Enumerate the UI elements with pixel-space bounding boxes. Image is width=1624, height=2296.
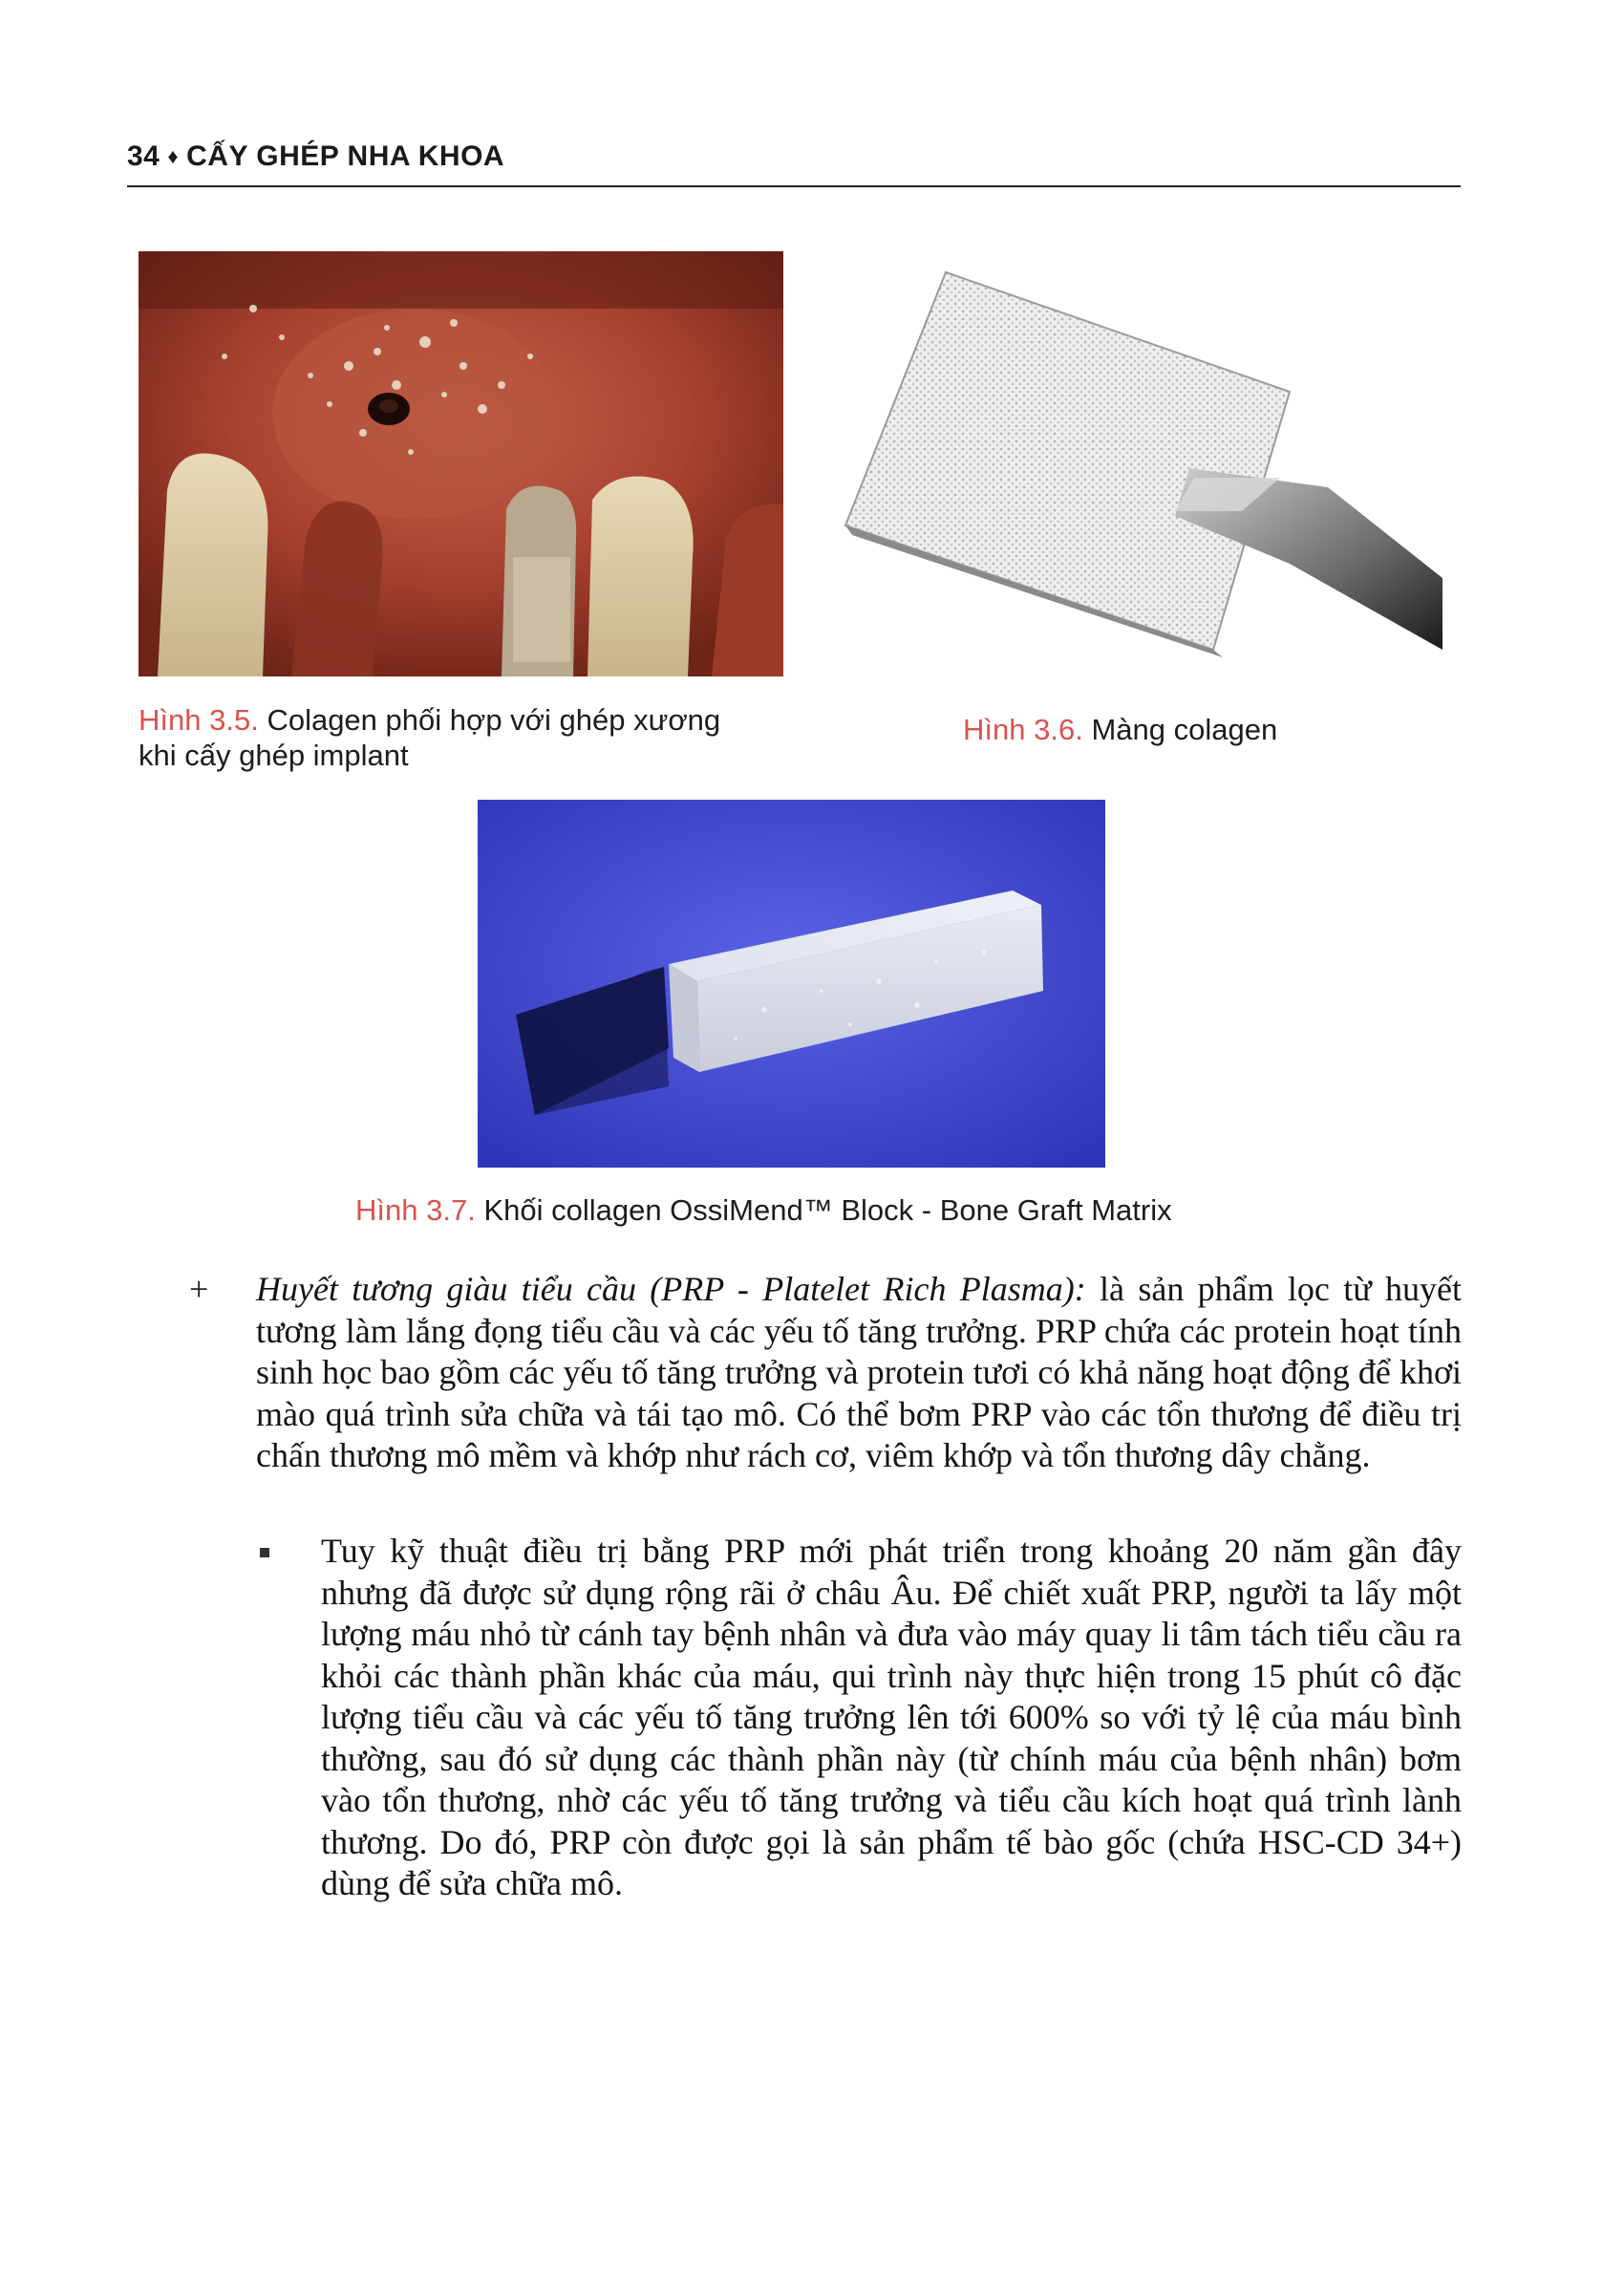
figure-3-7-caption [355,1192,1263,1228]
running-head [127,139,1461,174]
figure-3-5-image [139,251,783,676]
page-header [127,139,1461,187]
bullet-text: Tuy kỹ thuật điều trị bằng PRP mới phát triển trong khoảng 20 năm gần đây nhưng đã được sử dụng rộng rãi ở châu Âu. Để chiết xuất PRP, người ta lấy một lượng máu nhỏ từ cánh tay bệnh nhân và đưa vào máy quay li tâm tách tiểu cầu ra khỏi các thành phần khác của máu, qui trình này thực hiện trong 15 phút cô đặc lượng tiểu cầu và các yếu tố tăng trưởng lên tới 600% so với tỷ lệ của máu bình thường, sau đó sử dụng các thành phần này (từ chính máu của bệnh nhân) bơm vào tổn thương, nhờ các yếu tố tăng trưởng và tiểu cầu kích hoạt quá trình lành thương. Do đó, PRP còn được gọi là sản phẩm tế bào gốc (chứa HSC-CD 34+) dùng để sửa chữa mô. [321,1532,1462,1902]
figure-3-7-caption-text: Khối collagen OssiMend™ Block - Bone Graft Matrix [483,1193,1172,1227]
prp-heading: Huyết tương giàu tiểu cầu (PRP - Platelet Rich Plasma): [256,1270,1086,1308]
figure-3-7-label: Hình 3.7. [355,1193,476,1227]
figure-3-6-label: Hình 3.6. [963,713,1083,746]
figure-3-7-image [478,800,1105,1168]
bullet-square-icon [260,1548,269,1557]
figure-3-5-caption [139,702,807,773]
prp-description: là sản phẩm lọc từ huyết tương làm lắng đọng tiểu cầu và các yếu tố tăng trưởng. PRP chứa các protein hoạt tính sinh học bao gồm các yếu tố tăng trưởng và protein tươi có khả năng hoạt động để khơi mào quá trình sửa chữa và tái tạo mô. Có thể bơm PRP vào các tổn thương để điều trị chấn thương mô mềm và khớp như rách cơ, viêm khớp và tổn thương dây chằng. [256,1270,1462,1474]
book-title: CẤY GHÉP NHA KHOA [186,140,505,172]
figure-3-5-caption-line2: khi cấy ghép implant [139,739,409,772]
figure-3-5-caption-line1: Colagen phối hợp với ghép xương [267,703,721,737]
prp-paragraph [256,1269,1462,1477]
page-number: 34 [127,140,160,172]
figure-3-6-caption [963,712,1441,747]
plus-marker: + [189,1270,209,1308]
figure-3-6-image [831,248,1442,669]
bullet-paragraph [321,1531,1462,1905]
figure-3-5-label: Hình 3.5. [139,703,259,737]
figure-3-6-caption-text: Màng colagen [1091,713,1278,746]
diamond-separator-icon: ♦ [167,144,180,168]
